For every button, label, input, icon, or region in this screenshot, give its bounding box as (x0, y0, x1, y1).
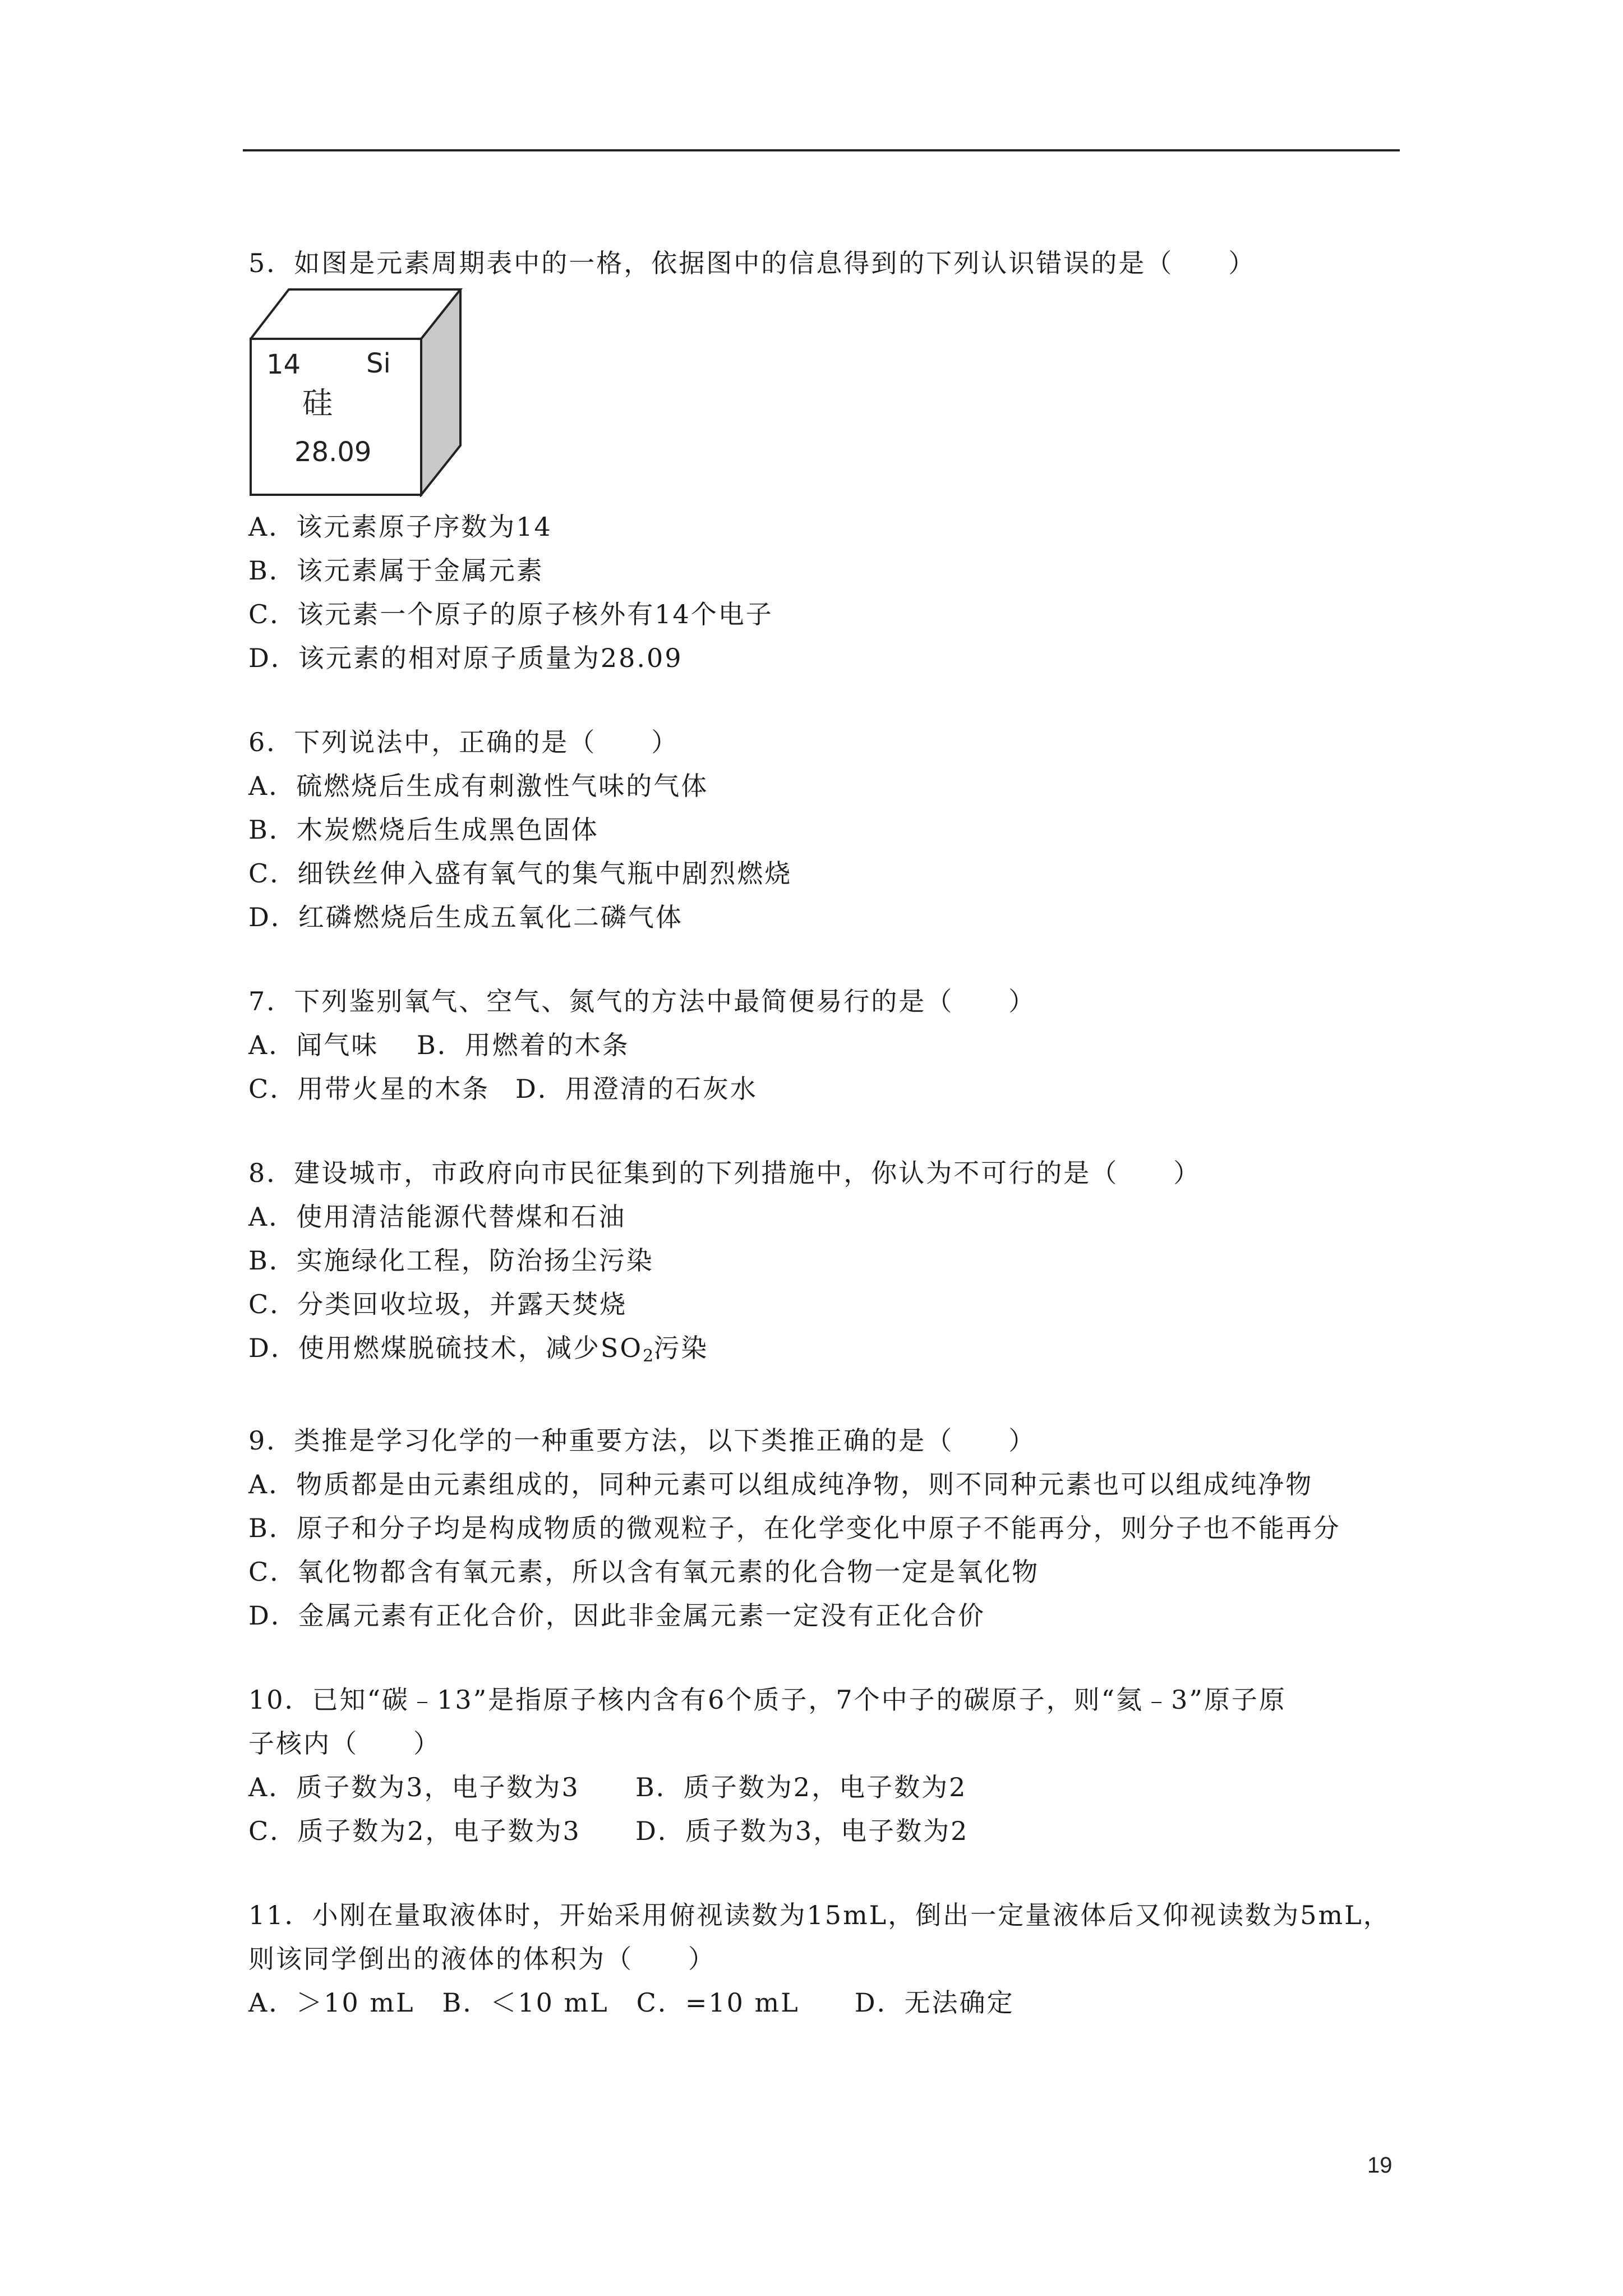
question-5 (248, 241, 1404, 680)
atomic-mass: 28.09 (294, 436, 372, 468)
element-name: 硅 (302, 385, 333, 421)
option-d-text: D．使用燃煤脱硫技术，减少SO (248, 1333, 643, 1363)
question-stem: 9．类推是学习化学的一种重要方法，以下类推正确的是（ ） (248, 1425, 1036, 1456)
option-d: D．该元素的相对原子质量为28.09 (248, 643, 683, 673)
element-symbol: Si (366, 348, 391, 379)
option-b: B．实施绿化工程，防治扬尘污染 (248, 1245, 654, 1276)
option-d (248, 1326, 1404, 1378)
atomic-number: 14 (266, 349, 301, 380)
option-c: C．用带火星的木条 (248, 1074, 490, 1104)
option-a: A．硫燃烧后生成有刺激性气味的气体 (248, 771, 709, 801)
option-c: C．该元素一个原子的原子核外有14个电子 (248, 599, 773, 629)
question-7 (248, 979, 1404, 1111)
question-9 (248, 1419, 1404, 1637)
options-row-2 (248, 1809, 1404, 1853)
option-c: C．氧化物都含有氧元素，所以含有氧元素的化合物一定是氧化物 (248, 1557, 1040, 1587)
question-stem-line-1: 11．小刚在量取液体时，开始采用俯视读数为15mL，倒出一定量液体后又仰视读数为5mL， (248, 1900, 1391, 1930)
question-stem-line-2: 则该同学倒出的液体的体积为（ ） (248, 1944, 716, 1974)
question-8 (248, 1151, 1404, 1378)
page-number: 19 (1367, 2153, 1393, 2178)
options-row-1 (248, 1765, 1404, 1809)
option-a: A．物质都是由元素组成的，同种元素可以组成纯净物，则不同种元素也可以组成纯净物 (248, 1469, 1313, 1499)
option-b: B．原子和分子均是构成物质的微观粒子，在化学变化中原子不能再分，则分子也不能再分 (248, 1513, 1341, 1543)
question-stem-line-2: 子核内（ ） (248, 1728, 441, 1759)
question-10 (248, 1678, 1404, 1853)
question-11 (248, 1893, 1404, 2024)
question-stem: 5．如图是元素周期表中的一格，依据图中的信息得到的下列认识错误的是（ ） (248, 248, 1256, 278)
option-a: A．该元素原子序数为14 (248, 512, 552, 542)
question-list (248, 241, 1404, 2065)
option-b: B．木炭燃烧后生成黑色固体 (248, 815, 599, 845)
option-d: D．金属元素有正化合价，因此非金属元素一定没有正化合价 (248, 1600, 985, 1631)
option-d: D．用澄清的石灰水 (515, 1074, 758, 1104)
option-c: C．质子数为2，电子数为3 (248, 1816, 581, 1846)
question-stem: 8．建设城市，市政府向市民征集到的下列措施中，你认为不可行的是（ ） (248, 1158, 1201, 1188)
subscript: 2 (643, 1346, 654, 1366)
option-d-tail: 污染 (653, 1333, 709, 1363)
options-line: A．＞10 mL B．＜10 mL C．=10 mL D．无法确定 (248, 1987, 1015, 2018)
periodic-table-cell-figure (250, 288, 463, 497)
option-a: A．使用清洁能源代替煤和石油 (248, 1202, 626, 1232)
options-row-2 (248, 1067, 1404, 1111)
option-b: B．该元素属于金属元素 (248, 555, 544, 586)
option-a: A．闻气味 (248, 1030, 379, 1060)
header-rule (243, 149, 1400, 151)
question-stem: 6．下列说法中，正确的是（ ） (248, 727, 679, 757)
option-b: B．用燃着的木条 (417, 1030, 630, 1060)
option-d: D．红磷燃烧后生成五氧化二磷气体 (248, 902, 683, 932)
option-a: A．质子数为3，电子数为3 (248, 1772, 580, 1802)
question-stem: 7．下列鉴别氧气、空气、氮气的方法中最简便易行的是（ ） (248, 986, 1036, 1016)
option-b: B．质子数为2，电子数为2 (635, 1772, 967, 1802)
option-d: D．质子数为3，电子数为2 (635, 1816, 969, 1846)
question-stem-line-1: 10．已知“碳﹣13”是指原子核内含有6个质子，7个中子的碳原子，则“氦﹣3”原子原 (248, 1685, 1287, 1715)
question-6 (248, 720, 1404, 939)
option-c: C．细铁丝伸入盛有氧气的集气瓶中剧烈燃烧 (248, 858, 792, 889)
options-row-1 (248, 1023, 1404, 1067)
option-c: C．分类回收垃圾，并露天焚烧 (248, 1289, 628, 1319)
